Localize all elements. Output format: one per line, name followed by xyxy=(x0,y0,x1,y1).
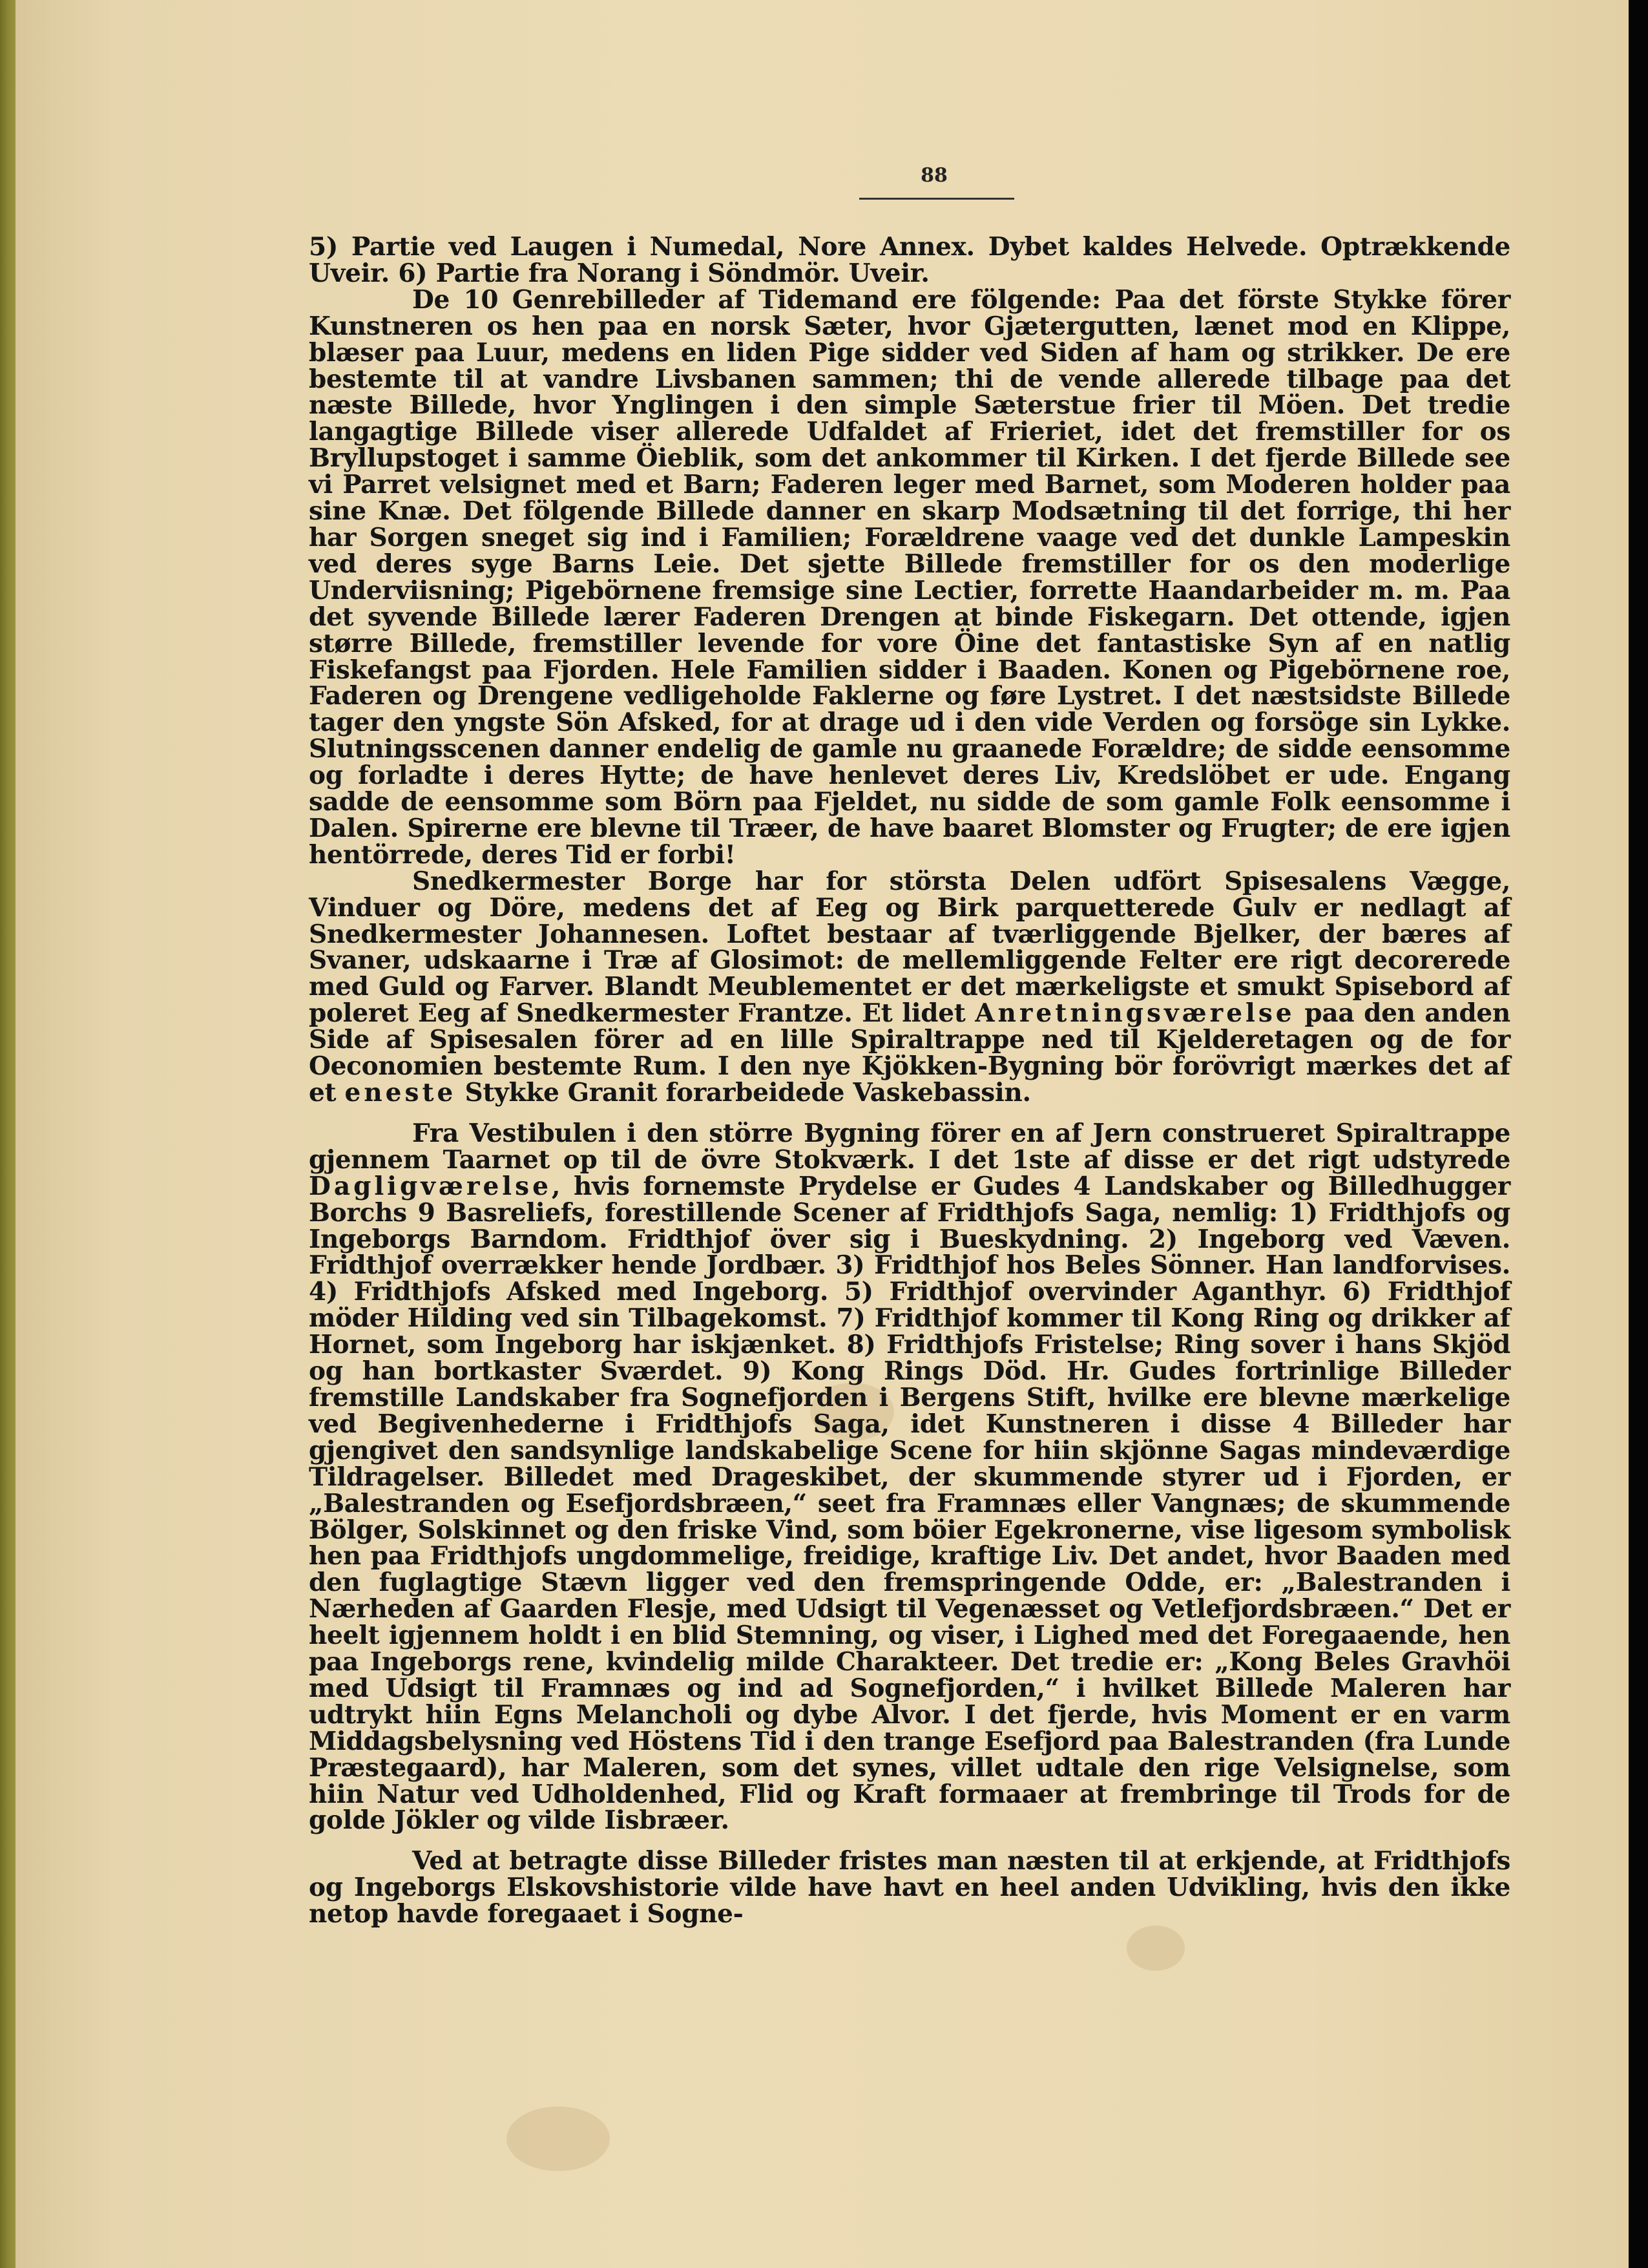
paragraph xyxy=(309,284,1510,870)
spaced-emphasis: Dagligværelse xyxy=(309,1171,552,1201)
paragraph xyxy=(309,868,1510,1106)
paragraph xyxy=(309,1848,1510,1927)
paragraph xyxy=(309,234,1510,287)
text-run: De 10 Genrebilleder af Tidemand ere fölgende: Paa det förste Stykke förer Kunstneren os hen paa en norsk Sæter, hvor Gjætergutten, lænet mod en Klippe, blæser paa Luur, medens en liden Pige sidder ved Siden af ham og strikker. De ere bestemte til at vandre Livsbanen sammen; thi de vende allerede tilbage paa det næste Billede, hvor Ynglingen i den simple Sæterstue frier til Möen. Det tredie langagtige Billede viser allerede Udfaldet af Frieriet, idet det fremstiller for os Bryllupstoget i samme Öieblik, som det ankommer til Kirken. I det fjerde Billede see vi Parret velsignet med et Barn; Faderen leger med Barnet, som Moderen holder paa sine Knæ. Det fölgende Billede danner en skarp Modsætning til det forrige, thi her har Sorgen sneget sig ind i Familien; Forældrene vaage ved det dunkle Lampeskin ved deres syge Barns Leie. Det sjette Billede fremstiller for os den moderlige Underviisning; Pigebörnene fremsige sine Lectier, forrette Haandarbeider m. m. Paa det syvende Billede lærer Faderen Drengen at binde Fiskegarn. Det ottende, igjen større Billede, fremstiller levende for vore Öine det fantastiske Syn af en natlig Fiskefangst paa Fjorden. Hele Familien sidder i Baaden. Konen og Pigebörnene roe, Faderen og Drengene vedligeholde Faklerne og føre Lystret. I det næstsidste Billede tager den yngste Sön Afsked, for at drage ud i den vide Verden og forsöge sin Lykke. Slutningsscenen danner endelig de gamle nu graanede Forældre; de sidde eensomme og forladte i deres Hytte; de have henlevet deres Liv, Kredslöbet er ude. Engang sadde de eensomme som Börn paa Fjeldet, nu sidde de som gamle Folk eensomme i Dalen. Spirerne ere blevne til Træer, de have baaret Blomster og Frugter; de ere igjen hentörrede, deres Tid er forbi! xyxy=(309,284,1510,870)
text-run: Ved at betragte disse Billeder fristes man næsten til at erkjende, at Fridthjofs og Ingeborgs Elskovshistorie vilde have havt en heel anden Udvikling, hvis den ikke netop havde foregaaet i Sogne- xyxy=(309,1846,1510,1929)
text-run: Fra Vestibulen i den större Bygning förer en af Jern construeret Spiraltrappe gjennem Taarnet op til de övre Stokværk. I det 1ste af disse er det rigt udstyrede xyxy=(309,1118,1510,1175)
spaced-emphasis: eneste xyxy=(344,1078,457,1108)
spaced-emphasis: Anretningsværelse xyxy=(975,998,1295,1029)
paper-stain xyxy=(1127,1926,1185,1971)
text-run: paa den anden Side af Spisesalen förer ad en lille Spiraltrappe ned til Kjelderetagen og de for Oeconomien bestemte Rum. I den nye Kjökken-Bygning bör forövrigt mærkes det af et xyxy=(309,998,1510,1108)
text-run: , hvis fornemste Prydelse er Gudes 4 Landskaber og Billedhugger Borchs 9 Basreliefs, forestillende Scener af Fridthjofs Saga, nemlig: 1) Fridthjofs og Ingeborgs Barndom. Fridthjof över sig i Bueskydning. 2) Ingeborg ved Væven. Fridthjof overrækker hende Jordbær. 3) Fridthjof hos Beles Sönner. Han landforvises. 4) Fridthjofs Afsked med Ingeborg. 5) Fridthjof overvinder Aganthyr. 6) Fridthjof möder Hilding ved sin Tilbagekomst. 7) Fridthjof kommer til Kong Ring og drikker af Hornet, som Ingeborg har iskjænket. 8) Fridthjofs Fristelse; Ring sover i hans Skjöd og han bortkaster Sværdet. 9) Kong Rings Död. Hr. Gudes fortrinlige Billeder fremstille Landskaber fra Sognefjorden i Bergens Stift, hvilke ere blevne mærkelige ved Begivenhederne i Fridthjofs Saga, idet Kunstneren i disse 4 Billeder har gjengivet den sandsynlige landskabelige Scene for hiin skjönne Sagas mindeværdige Tildragelser. Billedet med Drageskibet, der skummende styrer ud i Fjorden, er „Balestranden og Esefjordsbræen,“ seet fra Framnæs eller Vangnæs; de skummende Bölger, Solskinnet og den friske Vind, som böier Egekronerne, vise ligesom symbolisk hen paa Fridthjofs ungdommelige, freidige, kraftige Liv. Det andet, hvor Baaden med den fuglagtige Stævn ligger ved den fremspringende Odde, er: „Balestranden i Nærheden af Gaarden Flesje, med Udsigt til Vegenæsset og Vetlefjordsbræen.“ Det er heelt igjennem holdt i en blid Stemning, og viser, i Lighed med det Foregaaende, hen paa Ingeborgs rene, kvindelig milde Charakteer. Det tredie er: „Kong Beles Gravhöi med Udsigt til Framnæs og ind ad Sognefjorden,“ i hvilket Billede Maleren har udtrykt hiin Egns Melancholi og dybe Alvor. I det fjerde, hvis Moment er en varm Middagsbelysning ved Höstens Tid i den trange Esefjord paa Balestranden (fra Lunde Præstegaard), har Maleren, som det synes, villet udtale den rige Velsignelse, som hiin Natur ved Udholdenhed, Flid og Kraft formaaer at frembringe til Trods for de golde Jökler og vilde Iisbræer. xyxy=(309,1171,1510,1836)
text-run: 5) Partie ved Laugen i Numedal, Nore Annex. Dybet kaldes Helvede. Optrækkende Uveir. 6) Partie fra Norang i Söndmör. Uveir. xyxy=(309,232,1510,288)
paragraph xyxy=(309,1120,1510,1834)
page-number: 88 xyxy=(921,164,948,187)
body-text xyxy=(309,234,1510,1927)
book-edge xyxy=(0,0,16,2268)
text-run: Snedkermester Borge har for största Delen udfört Spisesalens Vægge, Vinduer og Döre, medens det af Eeg og Birk parquetterede Gulv er nedlagt af Snedkermester Johannesen. Loftet bestaar af tværliggende Bjelker, der bæres af Svaner, udskaarne i Træ af Glosimot: de mellemliggende Felter ere rigt decorerede med Guld og Farver. Blandt Meublementet er det mærkeligste et smukt Spisebord af poleret Eeg af Snedkermester Frantze. Et lidet xyxy=(309,866,1510,1029)
paper-stain xyxy=(506,2106,610,2171)
header-rule xyxy=(859,198,1014,200)
text-run: Stykke Granit forarbeidede Vaskebassin. xyxy=(456,1078,1031,1108)
